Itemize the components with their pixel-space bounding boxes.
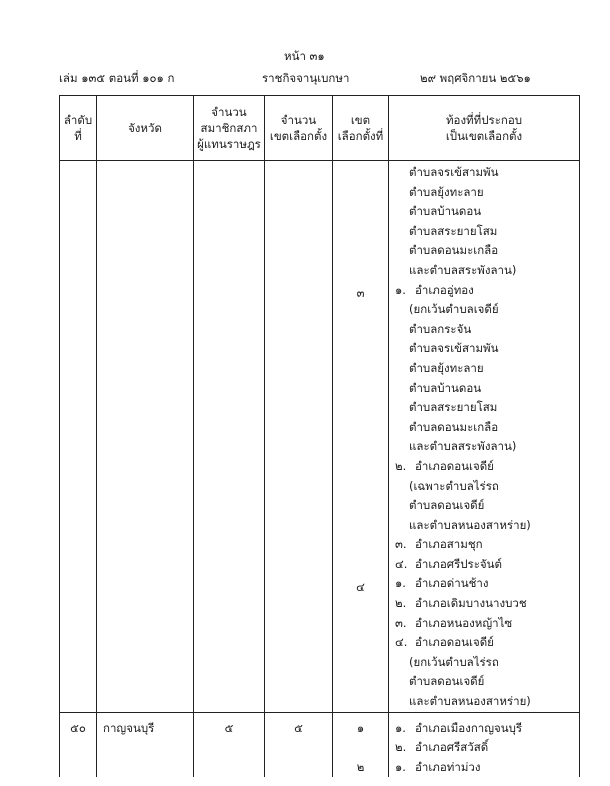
area-item-text: อำเภอศรีประจันต์ <box>415 556 502 571</box>
area-line <box>389 719 579 739</box>
gazette-title: ราชกิจจานุเบกษา <box>262 71 350 85</box>
area-item-number: ๑. <box>395 576 406 591</box>
area-line <box>389 496 579 516</box>
header-line: ท้องที่ที่ประกอบ <box>445 113 523 127</box>
area-item-text: ตำบลกระจัน <box>409 321 472 336</box>
area-line <box>389 359 579 379</box>
col-zones-header <box>265 96 333 161</box>
area-item-text: อำเภอท่าม่วง <box>415 759 481 774</box>
area-line <box>389 594 579 614</box>
area-item-number: ๔. <box>395 635 408 650</box>
area-item-text: ตำบลยุ้งทะลาย <box>409 184 484 199</box>
area-item-text: ตำบลสระยายโสม <box>409 223 498 238</box>
page-number: หน้า ๓๑ <box>284 49 325 63</box>
mps-count: ๕ <box>224 720 234 735</box>
area-line <box>389 398 579 418</box>
col-areas-header <box>389 96 580 161</box>
area-line <box>389 477 579 497</box>
area-item-text: ตำบลดอนเจดีย์ <box>409 498 485 513</box>
area-item-text: อำเภอเดิมบางนางบวช <box>415 596 527 611</box>
zone-number-cell <box>333 712 389 777</box>
area-item-text: อำเภออู่ทอง <box>415 282 474 297</box>
area-list <box>389 163 579 712</box>
area-item-number: ๒. <box>395 596 407 611</box>
area-item-text: ตำบลดอนเจดีย์ <box>409 674 485 689</box>
area-line <box>389 339 579 359</box>
province-cell <box>97 712 194 777</box>
area-line <box>389 261 579 281</box>
area-item-text: ตำบลบ้านดอน <box>409 380 482 395</box>
header-line: ลำดับ <box>63 113 93 127</box>
area-item-text: และตำบลสระพังลาน) <box>409 262 517 277</box>
area-item-text: (ยกเว้นตำบลเจดีย์ <box>409 302 499 317</box>
areas-cell <box>389 712 580 777</box>
area-item-text: (เฉพาะตำบลไร่รถ <box>409 478 499 493</box>
area-line <box>389 281 579 301</box>
province-name: กาญจนบุรี <box>103 720 155 735</box>
area-line <box>389 614 579 634</box>
order-cell <box>60 161 97 713</box>
area-item-text: อำเภอเมืองกาญจนบุรี <box>415 720 523 735</box>
area-item-number: ๒. <box>395 458 407 473</box>
col-order-header <box>60 96 97 161</box>
area-item-number: ๓. <box>395 615 407 630</box>
col-zone-number-header <box>333 96 389 161</box>
province-cell <box>97 161 194 713</box>
area-line <box>389 672 579 692</box>
order-cell <box>60 712 97 777</box>
mps-cell <box>194 712 265 777</box>
zone-number-cell <box>333 161 389 713</box>
area-item-number: ๑. <box>395 720 406 735</box>
area-item-number: ๔. <box>395 556 408 571</box>
zones-cell <box>265 712 333 777</box>
areas-cell <box>389 161 580 713</box>
table-row <box>60 161 580 713</box>
area-item-text: อำเภอดอนเจดีย์ <box>415 458 494 473</box>
zone-number: ๓ <box>356 286 365 300</box>
header-line: สมาชิกสภา <box>200 121 258 135</box>
area-item-text: ตำบลสระยายโสม <box>409 400 498 415</box>
col-mps-header <box>194 96 265 161</box>
area-line <box>389 300 579 320</box>
area-item-number: ๑. <box>395 759 406 774</box>
header-line: ที่ <box>74 129 82 143</box>
zone-number: ๑ <box>356 720 365 735</box>
area-line <box>389 758 579 778</box>
order-number: ๕๐ <box>70 720 86 735</box>
col-province-header <box>97 96 194 161</box>
area-item-text: ตำบลบ้านดอน <box>409 204 482 219</box>
header-line: เขตเลือกตั้ง <box>269 129 328 143</box>
gazette-date: ๒๙ พฤศจิกายน ๒๕๖๑ <box>420 71 531 85</box>
area-line <box>389 535 579 555</box>
header-line: จังหวัด <box>128 121 162 135</box>
area-line <box>389 457 579 477</box>
area-item-text: ตำบลยุ้งทะลาย <box>409 360 484 375</box>
area-line <box>389 418 579 438</box>
area-line <box>389 183 579 203</box>
area-item-text: อำเภอศรีสวัสดิ์ <box>415 740 489 755</box>
header-line: เขต <box>350 113 371 127</box>
area-line <box>389 163 579 183</box>
header-line: จำนวน <box>211 105 247 119</box>
area-line <box>389 692 579 712</box>
area-line <box>389 437 579 457</box>
area-line <box>389 222 579 242</box>
zone-number: ๔ <box>356 580 365 594</box>
area-item-text: (ยกเว้นตำบลไร่รถ <box>409 654 499 669</box>
area-line <box>389 379 579 399</box>
area-item-text: อำเภอสามชุก <box>415 537 483 552</box>
area-line <box>389 574 579 594</box>
zones-count: ๕ <box>294 720 303 735</box>
area-line <box>389 653 579 673</box>
area-item-text: อำเภอหนองหญ้าไซ <box>415 615 513 630</box>
area-list <box>389 719 579 778</box>
constituency-table <box>59 95 580 777</box>
area-item-text: อำเภอดอนเจดีย์ <box>415 635 494 650</box>
table-header <box>60 96 580 161</box>
area-line <box>389 202 579 222</box>
header-line: จำนวน <box>280 113 317 127</box>
area-item-number: ๓. <box>395 537 407 552</box>
area-item-text: ตำบลจรเข้สามพัน <box>409 341 499 356</box>
header-line: ผู้แทนราษฎร <box>197 137 261 151</box>
area-item-text: และตำบลหนองสาหร่าย) <box>409 694 531 709</box>
gazette-volume: เล่ม ๑๓๕ ตอนที่ ๑๐๑ ก <box>59 71 175 85</box>
area-item-text: อำเภอด่านช้าง <box>415 576 489 591</box>
zones-cell <box>265 161 333 713</box>
area-line <box>389 320 579 340</box>
header-line: เป็นเขตเลือกตั้ง <box>445 129 523 143</box>
mps-cell <box>194 161 265 713</box>
area-line <box>389 633 579 653</box>
area-line <box>389 516 579 536</box>
area-item-text: และตำบลหนองสาหร่าย) <box>409 517 531 532</box>
zone-number: ๒ <box>356 759 365 774</box>
area-item-text: ตำบลดอนมะเกลือ <box>409 419 499 434</box>
header-line: เลือกตั้งที่ <box>337 129 384 143</box>
area-line <box>389 738 579 758</box>
area-item-number: ๑. <box>395 282 406 297</box>
area-item-number: ๒. <box>395 740 407 755</box>
area-item-text: ตำบลดอนมะเกลือ <box>409 243 499 258</box>
area-item-text: ตำบลจรเข้สามพัน <box>409 165 499 179</box>
area-line <box>389 555 579 575</box>
area-item-text: และตำบลสระพังลาน) <box>409 439 517 454</box>
area-line <box>389 241 579 261</box>
table-row <box>60 712 580 777</box>
